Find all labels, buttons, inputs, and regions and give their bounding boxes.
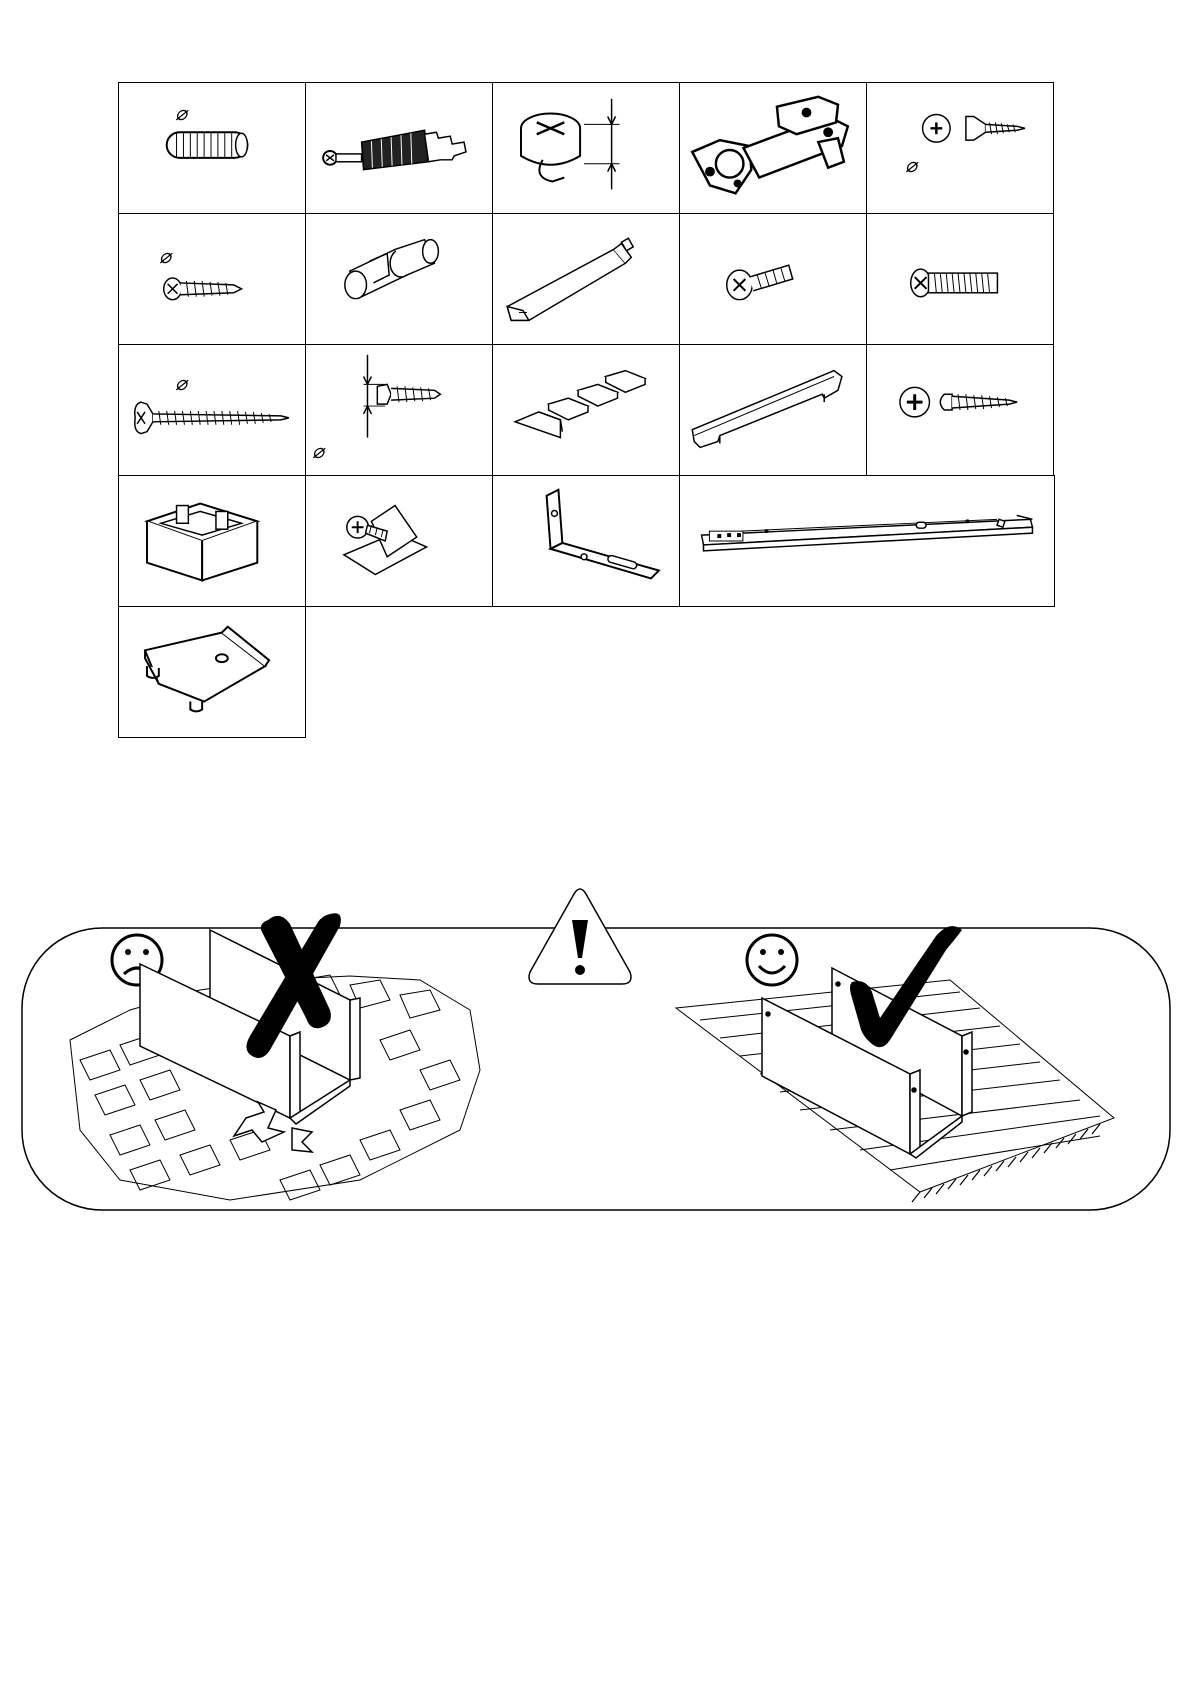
machine-screw-icon bbox=[867, 214, 1053, 344]
hardware-cell-corner-bracket-with-screw bbox=[305, 475, 493, 607]
spacer-wedges-icon bbox=[493, 345, 679, 475]
floor-surface-warning bbox=[0, 880, 1191, 1240]
hardware-cell-angle-bracket bbox=[492, 475, 680, 607]
euro-screw-icon bbox=[306, 345, 492, 475]
hardware-cell-cabinet-hinge bbox=[679, 82, 867, 214]
connector-bolt-icon bbox=[306, 83, 492, 213]
diameter-symbol: ⌀ bbox=[175, 371, 188, 395]
hardware-cell-drawer-runner bbox=[679, 475, 1055, 607]
hardware-cell-machine-screw bbox=[866, 213, 1054, 345]
hardware-cell-spacer-wedges bbox=[492, 344, 680, 476]
short-machine-screw-icon bbox=[680, 214, 866, 344]
glue-tube-icon bbox=[493, 214, 679, 344]
hardware-cell-wooden-dowel bbox=[118, 82, 306, 214]
pan-head-screw-icon bbox=[867, 345, 1053, 475]
wooden-dowel-icon bbox=[119, 83, 305, 213]
handle-icon bbox=[680, 345, 866, 475]
warning-illustration bbox=[0, 880, 1191, 1240]
hardware-cell-pan-head-screw bbox=[866, 344, 1054, 476]
corner-bracket-icon bbox=[306, 476, 492, 606]
small-screw-icon bbox=[119, 214, 305, 344]
diameter-symbol: ⌀ bbox=[312, 439, 325, 463]
hardware-cell-cam-lock bbox=[492, 82, 680, 214]
hardware-cell-shelf-support-pin bbox=[305, 213, 493, 345]
hardware-cell-plastic-foot bbox=[118, 475, 306, 607]
hardware-cell-small-screw bbox=[118, 213, 306, 345]
plastic-foot-icon bbox=[119, 476, 305, 606]
cam-lock-icon bbox=[493, 83, 679, 213]
happy-face-icon bbox=[747, 935, 797, 985]
hardware-cell-glide-plate bbox=[118, 606, 306, 738]
angle-bracket-icon bbox=[493, 476, 679, 606]
hardware-cell-countersunk-screw bbox=[866, 82, 1054, 214]
diameter-symbol: ⌀ bbox=[159, 244, 172, 268]
diameter-symbol: ⌀ bbox=[905, 153, 918, 177]
hardware-cell-long-screw bbox=[118, 344, 306, 476]
hardware-cell-short-machine-screw bbox=[679, 213, 867, 345]
hardware-cell-glue-tube bbox=[492, 213, 680, 345]
cabinet-hinge-icon bbox=[680, 83, 866, 213]
countersunk-screw-icon bbox=[867, 83, 1053, 213]
long-screw-icon bbox=[119, 345, 305, 475]
hardware-grid bbox=[0, 0, 1191, 760]
shelf-support-pin-icon bbox=[306, 214, 492, 344]
diameter-symbol: ⌀ bbox=[175, 101, 188, 125]
hardware-cell-connector-bolt bbox=[305, 82, 493, 214]
drawer-runner-icon bbox=[680, 476, 1054, 606]
hardware-cell-euro-screw bbox=[305, 344, 493, 476]
hardware-cell-handle bbox=[679, 344, 867, 476]
glide-plate-icon bbox=[119, 607, 305, 737]
